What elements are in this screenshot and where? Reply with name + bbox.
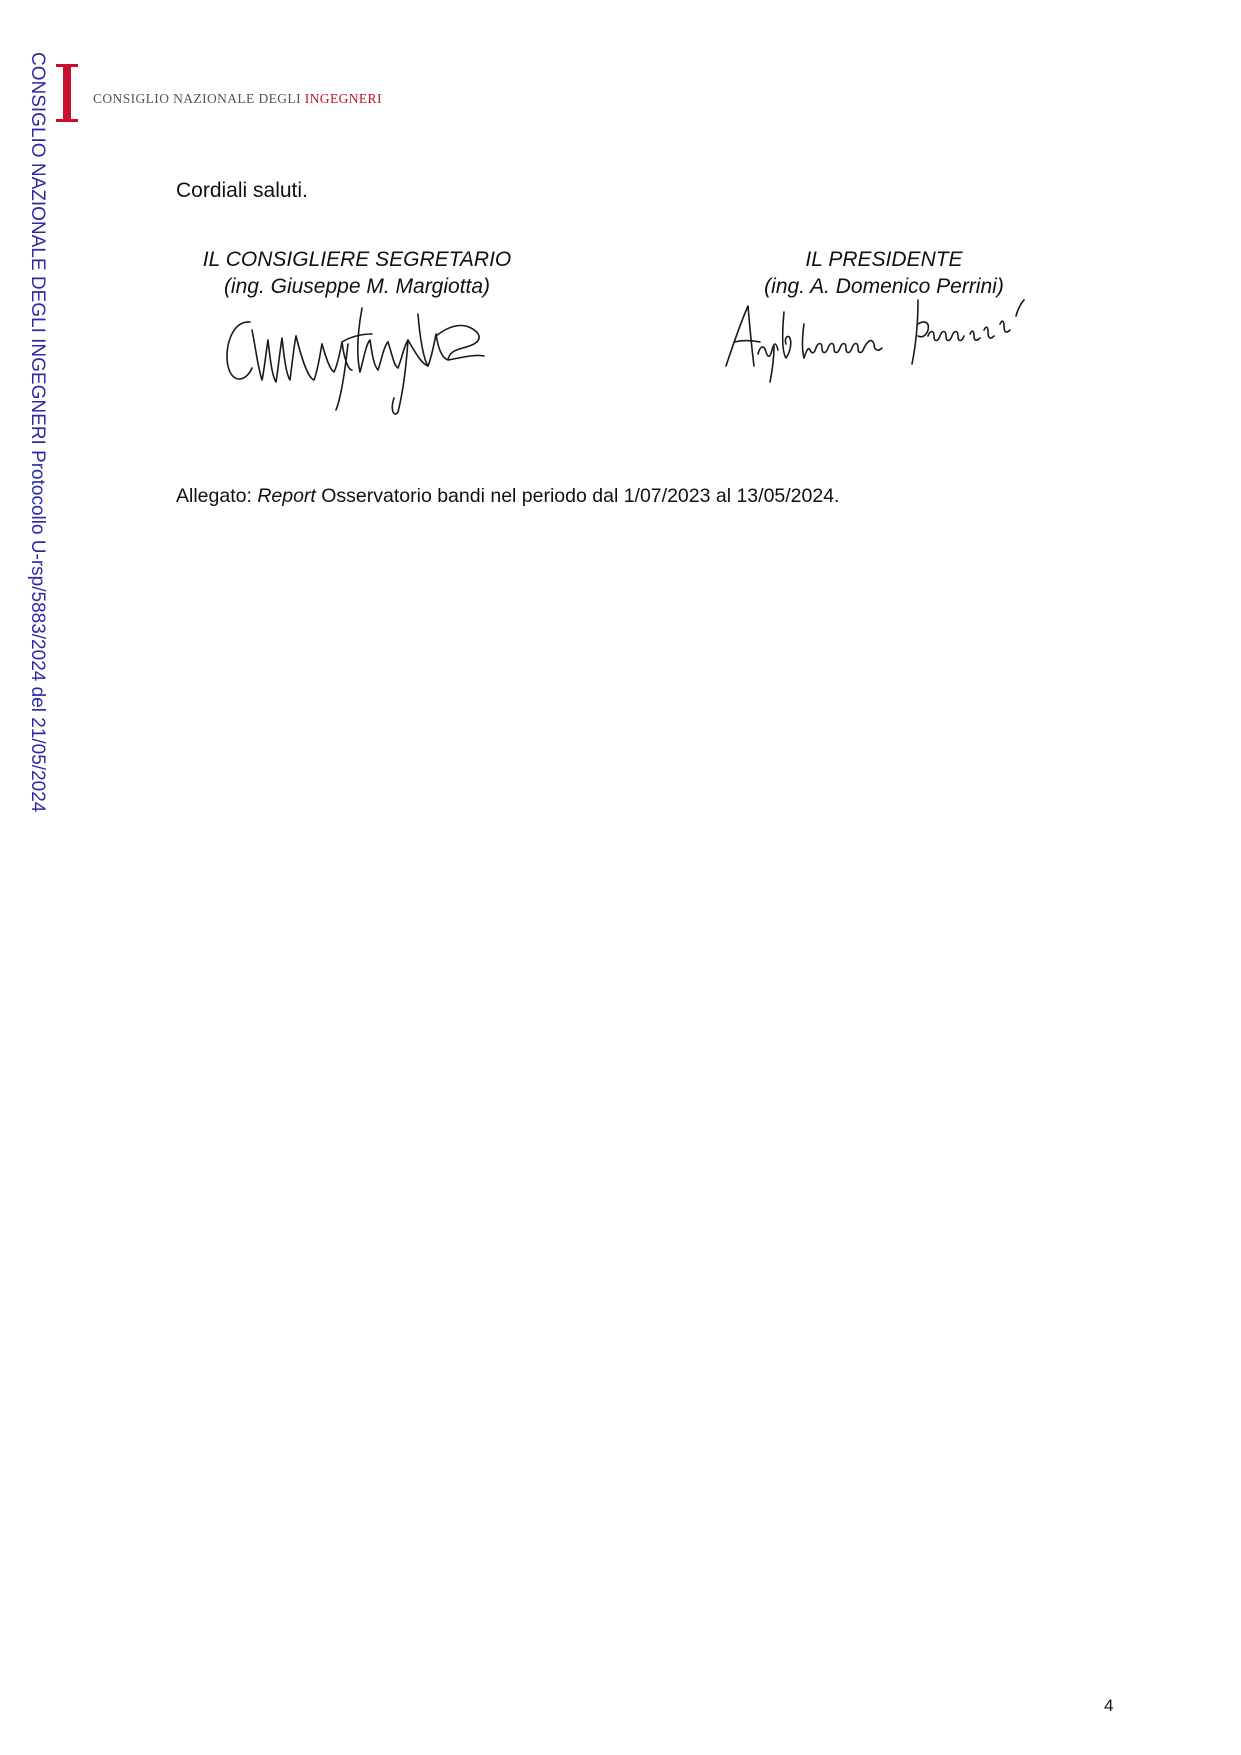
cni-logo [54,64,454,126]
secretary-name: (ing. Giuseppe M. Margiotta) [223,275,491,298]
cni-logo-text: CONSIGLIO NAZIONALE DEGLI INGEGNERI [93,91,382,106]
protocol-stamp-text: CONSIGLIO NAZIONALE DEGLI INGEGNERI Protocollo U-rsp/5883/2024 del 21/05/2024 [27,52,48,813]
protocol-stamp [26,52,48,892]
page-number: 4 [1104,1696,1114,1715]
greeting: Cordiali saluti. [176,179,308,202]
signature-block-secretary [176,246,538,300]
president-signature [722,294,1052,386]
president-role: IL PRESIDENTE [805,248,963,271]
secretary-role: IL CONSIGLIERE SEGRETARIO [202,248,512,271]
secretary-signature [222,300,492,425]
attachment-report-title: Report [257,485,316,507]
attachment-description: Osservatorio bandi nel periodo dal 1/07/2023 al 13/05/2024. [315,485,840,507]
attachment-label: Allegato: [176,485,258,507]
cni-logo-mark [54,64,80,122]
president-name: (ing. A. Domenico Perrini) [764,275,1004,298]
attachment-line [176,485,839,508]
signature-block-president [734,246,1034,300]
